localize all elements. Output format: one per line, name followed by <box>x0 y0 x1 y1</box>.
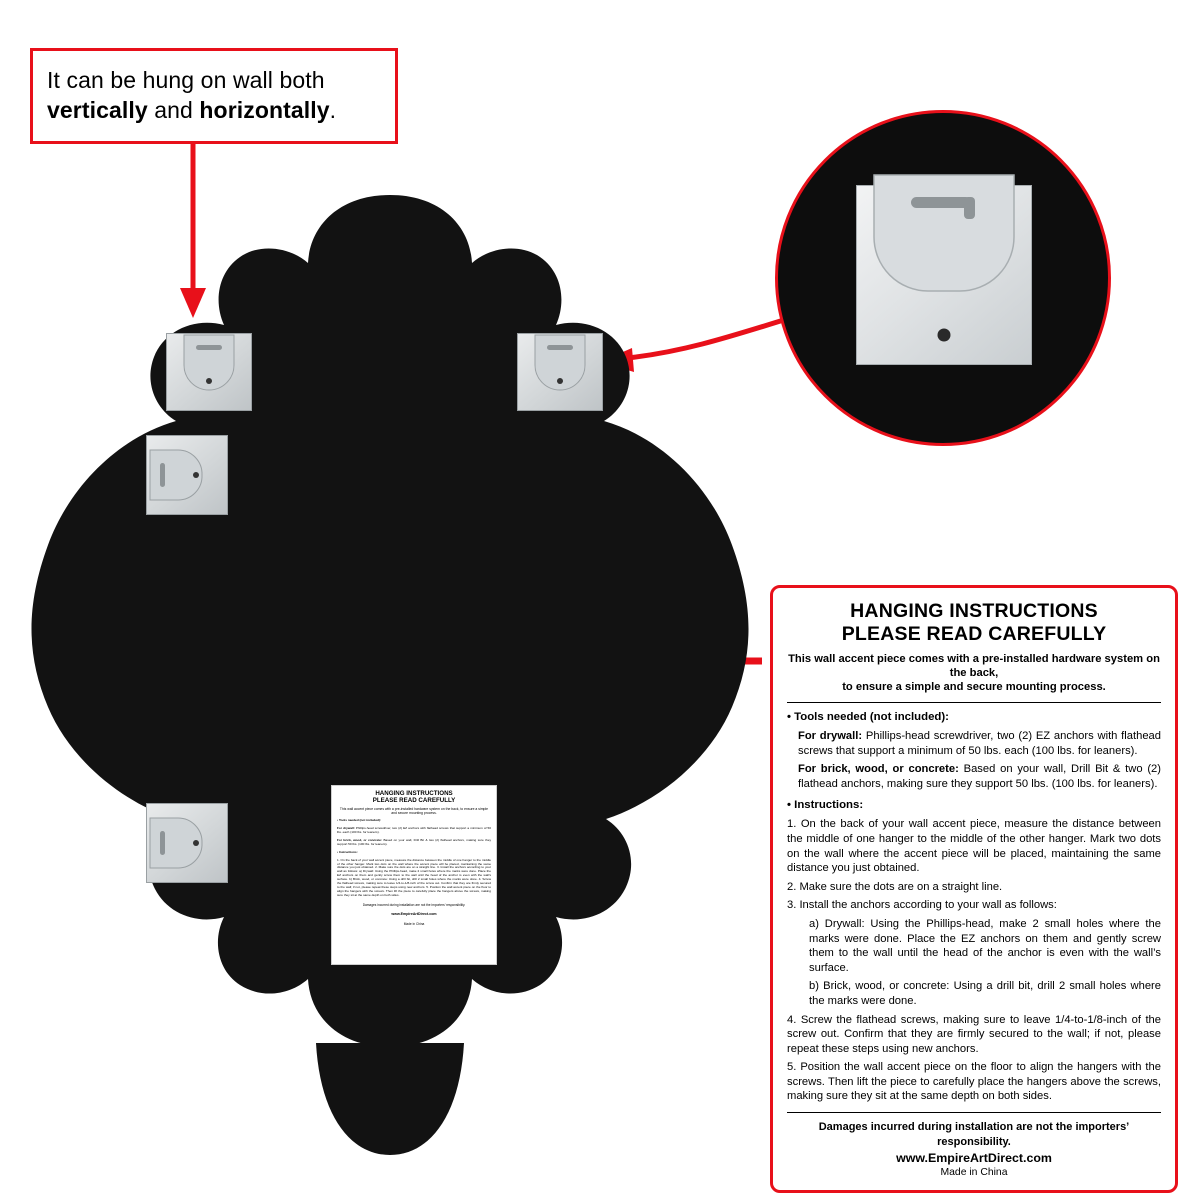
panel-tools-drywall <box>787 729 1161 758</box>
panel-tools-head: • Tools needed (not included): <box>787 711 949 723</box>
callout-mid-text: and <box>147 97 200 123</box>
hanger-keyhole-icon <box>146 435 228 515</box>
callout-bold-horizontally: horizontally <box>199 97 330 123</box>
hanger-left-lower <box>146 803 228 883</box>
mini-label-footer-origin: Made in China <box>403 921 425 926</box>
wall-accent-plaque <box>20 185 760 1160</box>
panel-title-line-2: PLEASE READ CAREFULLY <box>841 623 1107 645</box>
callout-line-2 <box>47 95 381 125</box>
panel-step-3b: b) Brick, wood, or concrete: Using a drill bit, drill 2 small holes where the marks were done. <box>809 980 1161 1007</box>
instructions-panel <box>770 585 1178 1193</box>
panel-step-3a: a) Drywall: Using the Phillips-head, make 2 small holes where the marks were done. Place the EZ anchors on them and gently screw them to the wall until the head of the anchor is even with the wall’s surface. <box>809 917 1161 974</box>
callout-bold-vertically: vertically <box>47 97 148 123</box>
callout-line-1: It can be hung on wall both <box>47 67 325 93</box>
panel-step-4: 4. Screw the flathead screws, making sure to leave 1/4-to-1/8-inch of the screw out. Confirm that they are firmly secured to the wall; if not, please repeat these steps using new anchors. <box>787 1013 1161 1055</box>
zoom-hanger-keyhole-icon <box>778 113 1108 443</box>
panel-footer-site: www.EmpireArtDirect.com <box>896 1151 1052 1166</box>
hanger-keyhole-icon <box>146 803 228 883</box>
callout-period: . <box>329 97 337 123</box>
panel-subtitle-line-1: This wall accent piece comes with a pre-installed hardware system on the back, <box>788 653 1160 679</box>
mini-label-instructions-head: • Instructions: <box>337 849 358 854</box>
panel-footer-origin: Made in China <box>940 1167 1008 1179</box>
hanger-keyhole-icon <box>166 333 252 411</box>
mini-label-body: 1. On the back of your wall accent piece, measure the distance between the middle of one hanger to the middle of the other hanger. Mark two dots on the wall where the accent piece will be placed, maintaining the same distance you just obtained. 2. Make sure the dots are on a straight line. 3. Install the anchors according to your wall as follows: a) Drywall: Using the Phillips-head, make 2 small holes where the marks were done. Place the EZ anchors on them and gently screw them to the wall until the head of the anchor is even with the wall’s surface. b) Brick, wood, or concrete: Using a drill bit, drill 2 small holes where the marks were done. 4. Screw the flathead screws, making sure to leave 1/4-to-1/8-inch of the screw out. Confirm that they are firmly secured to the wall; if not, please repeat these steps using new anchors. 5. Position the wall accent piece on the floor to align the hangers with the screws. Then lift the piece to carefully place the hangers above the screws, making sure they sit at the same depth on both sides. <box>337 857 491 897</box>
mini-label-drywall-text: Phillips-head screwdriver, two (2) EZ anchors with flathead screws that support a minimum of 50 lbs. each (100 lbs. for leaners). <box>337 826 491 835</box>
panel-step-3: 3. Install the anchors according to your wall as follows: <box>787 899 1057 912</box>
panel-title-line-1: HANGING INSTRUCTIONS <box>850 600 1098 622</box>
mini-label-title-1: HANGING INSTRUCTIONS <box>375 790 453 797</box>
mini-label-title-2: PLEASE READ CAREFULLY <box>372 797 456 805</box>
panel-drywall-text: Phillips-head screwdriver, two (2) EZ anchors with flathead screws that support a minimum of 50 lbs. each (100 lbs. for leaners). <box>798 730 1161 757</box>
hanger-keyhole-icon <box>517 333 603 411</box>
plaque-instruction-label <box>331 785 497 965</box>
plaque-silhouette <box>20 185 760 1160</box>
hanger-top-right <box>517 333 603 411</box>
panel-drywall-label: For drywall: <box>798 730 863 742</box>
mini-label-brick-text: Based on your wall, Drill Bit & two (2) flathead anchors, making sure they support 50 lbs. (100 lbs. for leaners). <box>337 837 492 846</box>
mini-label-subtitle: This wall accent piece comes with a pre-installed hardware system on the back, to ensure a simple and secure mounting process. <box>339 806 489 816</box>
panel-step-1: 1. On the back of your wall accent piece, measure the distance between the middle of one hanger to the middle of the other hanger. Mark two dots on the wall where the accent piece will be placed, maintaining the same distance you just obtained. <box>787 818 1161 875</box>
mini-label-brick-label: For brick, wood, or concrete: <box>337 837 382 842</box>
panel-divider-top <box>787 702 1161 703</box>
mini-label-tools-head: • Tools needed (not included): <box>337 818 381 823</box>
panel-footer-damages: Damages incurred during installation are not the importers’ responsibility. <box>818 1121 1130 1149</box>
mini-label-footer-damages: Damages incurred during installation are not the importers’ responsibility. <box>362 902 466 907</box>
mini-label-footer-site <box>337 912 491 916</box>
mini-label-tools-brick <box>337 839 491 847</box>
mini-label-tools-drywall <box>337 827 491 835</box>
panel-instructions-head: • Instructions: <box>787 799 864 812</box>
panel-divider-bottom <box>787 1112 1161 1113</box>
panel-subtitle-line-2: to ensure a simple and secure mounting process. <box>842 681 1106 693</box>
panel-brick-label: For brick, wood, or concrete: <box>798 763 959 776</box>
panel-tools-brick <box>787 762 1161 791</box>
panel-step-5: 5. Position the wall accent piece on the floor to align the hangers with the screws. Then lift the piece to carefully place the hangers above the screws, making sure they sit at the same depth on both sides. <box>787 1061 1161 1103</box>
callout-box-orientation <box>30 48 398 144</box>
mini-label-drywall-label: For drywall: <box>337 826 355 831</box>
hanger-top-left <box>166 333 252 411</box>
mini-label-site-text: www.EmpireArtDirect.com <box>391 912 437 917</box>
panel-step-2: 2. Make sure the dots are on a straight line. <box>787 880 1003 893</box>
hanger-zoom-detail <box>775 110 1111 446</box>
panel-brick-text: Based on your wall, Drill Bit & two (2) flathead anchors, making sure they support 50 lbs. (100 lbs. for leaners). <box>798 763 1161 790</box>
hanger-left-upper <box>146 435 228 515</box>
